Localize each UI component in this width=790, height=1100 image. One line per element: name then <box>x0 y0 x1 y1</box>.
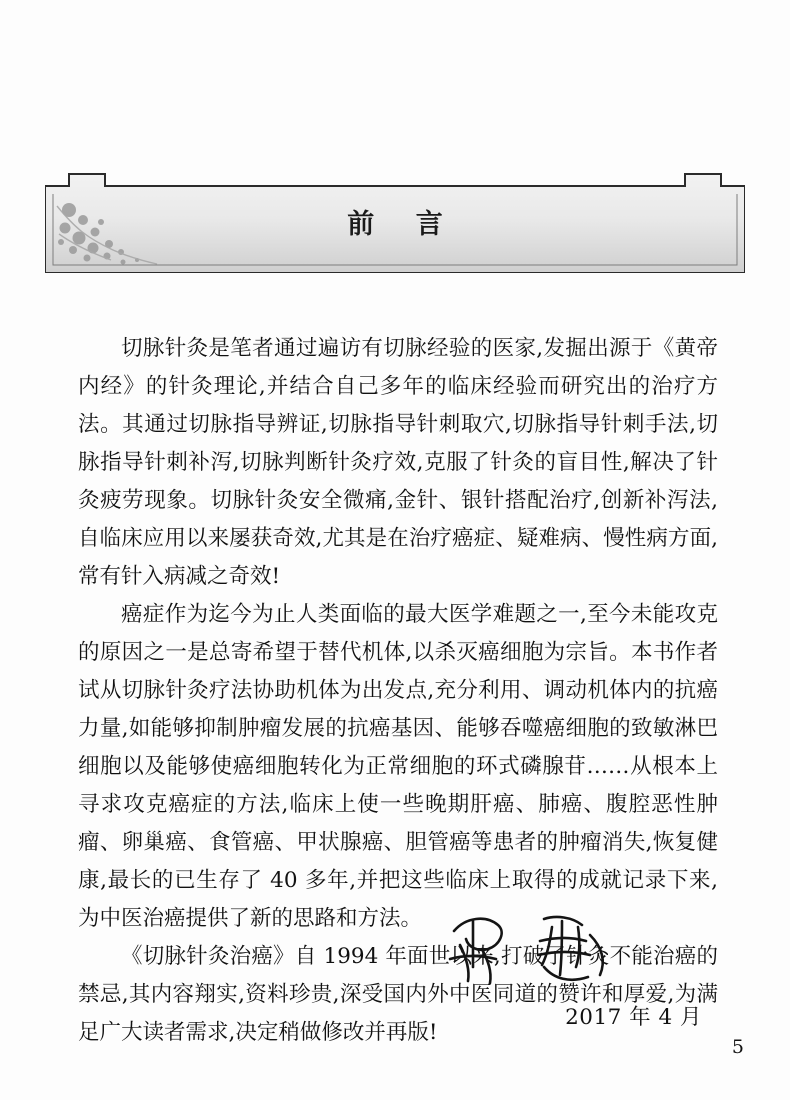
chapter-header-banner <box>45 168 745 273</box>
signature-date: 2017 年 4 月 <box>565 1005 702 1030</box>
paragraph: 癌症作为迄今为止人类面临的最大医学难题之一,至今未能攻克的原因之一是总寄希望于替代机体,以杀灭癌细胞为宗旨。本书作者试从切脉针灸疗法协助机体为出发点,充分利用、调动机体内的抗癌力量,如能够抑制肿瘤发展的抗癌基因、能够吞噬癌细胞的致敏淋巴细胞以及能够使癌细胞转化为正常细胞的环式磷腺苷……从根本上寻求攻克癌症的方法,临床上使一些晚期肝癌、肺癌、腹腔恶性肿瘤、卵巢癌、食管癌、甲状腺癌、胆管癌等患者的肿瘤消失,恢复健康,最长的已生存了 40 多年,并把这些临床上取得的成就记录下来,为中医治癌提供了新的思路和方法。 <box>78 602 718 931</box>
paragraph: 切脉针灸是笔者通过遍访有切脉经验的医家,发掘出源于《黄帝内经》的针灸理论,并结合自己多年的临床经验而研究出的治疗方法。其通过切脉指导辨证,切脉指导针刺取穴,切脉指导针刺手法,切脉指导针刺补泻,切脉判断针灸疗效,克服了针灸的盲目性,解决了针灸疲劳现象。切脉针灸安全微痛,金针、银针搭配治疗,创新补泻法,自临床应用以来屡获奇效,尤其是在治疗癌症、疑难病、慢性病方面,常有针入病减之奇效! <box>78 336 718 589</box>
signature-block <box>78 905 718 1035</box>
paragraph: 《切脉针灸治癌》自 1994 年面世以来,打破了针灸不能治癌的禁忌,其内容翔实,资料珍贵,深受国内外中医同道的赞许和厚爱,为满足广大读者需求,决定稍做修改并再版! <box>78 944 718 1045</box>
handwritten-signature-icon <box>440 905 630 990</box>
page-number: 5 <box>731 1036 744 1058</box>
page-title: 前 言 <box>347 209 459 240</box>
